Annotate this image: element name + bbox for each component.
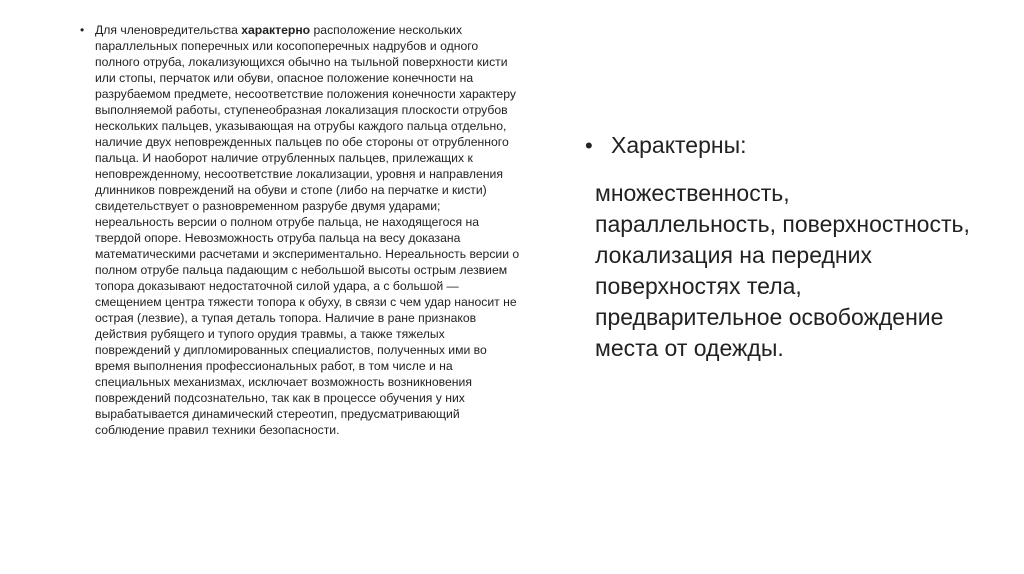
bullet-icon: • [585,133,593,158]
left-paragraph-body: расположение нескольких параллельных поперечных или косопоперечных надрубов и одного полного отруба, локализующихся обычно на тыльной поверхности кисти или стопы, перчаток или обуви, опасное положение конечности на разрубаемом предмете, несоответствие положения конечности характеру выполняемой работы, ступенеобразная локализация плоскости отрубов нескольких пальцев, указывающая на отрубы каждого пальца отдельно, наличие двух неповрежденных пальцев по обе стороны от отрубленного пальца. И наоборот наличие отрубленных пальцев, прилежащих к неповрежденному, несоответствие локализации, уровня и направления длинников повреждений на обуви и стопе (либо на перчатке и кисти) свидетельствует о разновременном разрубе двумя ударами; нереальность версии о полном отрубе пальца, не находящегося на твердой опоре. Невозможность отруба пальца на весу доказана математическими расчетами и экспериментально. Нереальность версии о полном отрубе пальца падающим с небольшой высоты острым лезвием топора доказывают недостаточной силой удара, а с большой — смещением центра тяжести топора к обуху, в связи с чем удар наносит не острая (лезвие), а тупая деталь топора. Наличие в ране признаков действия рубящего и тупого орудия травмы, а также тяжелых повреждений у дипломированных специалистов, полученных ими во время выполнения профессиональных работ, в том числе и на специальных механизмах, исключает возможность возникновения повреждений подсознательно, так как в процессе обучения у них вырабатывается динамический стереотип, предусматривающий соблюдение правил техники безопасности. [95,23,520,437]
left-paragraph [95,22,520,438]
right-body: множественность, параллельность, поверхностность, локализация на передних поверхностях тела, предварительное освобождение места от одежды. [595,180,970,361]
left-paragraph-emphasis: характерно [241,23,311,37]
right-heading-line [585,125,985,166]
left-paragraph-intro: Для членовредительства [95,23,242,37]
right-column [585,125,985,364]
right-heading: Характерны: [611,132,747,158]
bullet-icon: • [80,23,85,37]
